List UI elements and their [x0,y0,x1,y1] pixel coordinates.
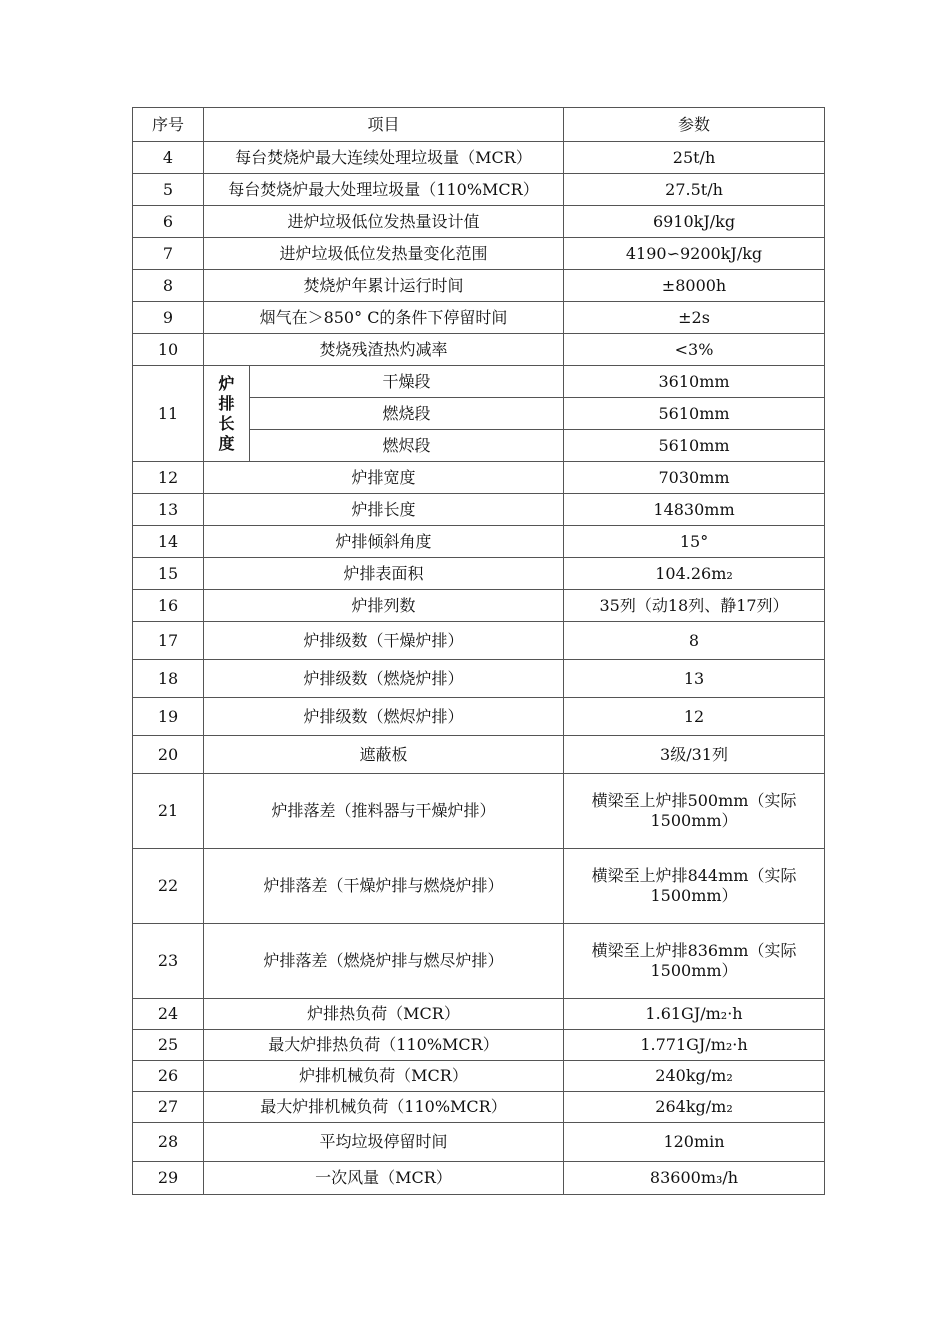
row-item: 每台焚烧炉最大处理垃圾量（110%MCR） [204,174,564,206]
row-param: ±2s [564,302,825,334]
table-row [133,142,825,174]
header-item: 项目 [204,108,564,142]
row-item: 焚烧炉年累计运行时间 [204,270,564,302]
table-row [133,849,825,924]
row-param: 横梁至上炉排836mm（实际1500mm） [564,924,825,999]
row-param: 12 [564,698,825,736]
table-row [133,494,825,526]
table-row [133,999,825,1030]
row-param: 13 [564,660,825,698]
row-item: 炉排落差（燃烧炉排与燃尽炉排） [204,924,564,999]
row-no: 15 [133,558,204,590]
row-item: 最大炉排机械负荷（110%MCR） [204,1092,564,1123]
table-row [133,1162,825,1195]
row-param: 6910kJ/kg [564,206,825,238]
row-item: 炉排级数（干燥炉排） [204,622,564,660]
row-no: 20 [133,736,204,774]
row-param: 35列（动18列、静17列） [564,590,825,622]
row-item: 炉排倾斜角度 [204,526,564,558]
row-item: 炉排长度 [204,494,564,526]
row-no: 9 [133,302,204,334]
row-param: 14830mm [564,494,825,526]
table-row [133,1092,825,1123]
group-row [133,366,825,398]
row-no: 27 [133,1092,204,1123]
table-row [133,1061,825,1092]
row-no: 29 [133,1162,204,1195]
row-no: 10 [133,334,204,366]
row-item: 炉排落差（干燥炉排与燃烧炉排） [204,849,564,924]
row-item: 平均垃圾停留时间 [204,1123,564,1162]
row-no: 19 [133,698,204,736]
table-row [133,698,825,736]
row-item: 炉排表面积 [204,558,564,590]
table-row [133,660,825,698]
group-label-char: 度 [218,433,235,453]
row-item: 一次风量（MCR） [204,1162,564,1195]
row-no: 13 [133,494,204,526]
table-row [133,622,825,660]
row-no: 7 [133,238,204,270]
table-row [133,174,825,206]
table-row [133,774,825,849]
row-no: 25 [133,1030,204,1061]
row-param: 104.26m₂ [564,558,825,590]
row-item: 炉排机械负荷（MCR） [204,1061,564,1092]
row-item: 每台焚烧炉最大连续处理垃圾量（MCR） [204,142,564,174]
row-param: 3级/31列 [564,736,825,774]
table-row [133,334,825,366]
row-no: 6 [133,206,204,238]
table-row [133,526,825,558]
row-no: 26 [133,1061,204,1092]
group-no: 11 [133,366,204,462]
table-row [133,924,825,999]
row-param: 横梁至上炉排500mm（实际1500mm） [564,774,825,849]
row-no: 24 [133,999,204,1030]
sub-param: 3610mm [564,366,825,398]
parameter-table [132,107,825,1195]
table-row [133,462,825,494]
table-row [133,238,825,270]
row-item: 进炉垃圾低位发热量变化范围 [204,238,564,270]
row-item: 炉排级数（燃烧炉排） [204,660,564,698]
sub-param: 5610mm [564,398,825,430]
row-item: 焚烧残渣热灼减率 [204,334,564,366]
group-label-char: 排 [218,393,235,413]
row-item: 最大炉排热负荷（110%MCR） [204,1030,564,1061]
table-row [133,302,825,334]
row-no: 8 [133,270,204,302]
row-no: 12 [133,462,204,494]
row-no: 23 [133,924,204,999]
row-param: 264kg/m₂ [564,1092,825,1123]
row-param: 1.771GJ/m₂·h [564,1030,825,1061]
row-param: 27.5t/h [564,174,825,206]
row-item: 进炉垃圾低位发热量设计值 [204,206,564,238]
row-param: ±8000h [564,270,825,302]
row-param: <3% [564,334,825,366]
table-row [133,736,825,774]
row-param: 横梁至上炉排844mm（实际1500mm） [564,849,825,924]
row-param: 240kg/m₂ [564,1061,825,1092]
row-item: 炉排落差（推料器与干燥炉排） [204,774,564,849]
table-row [133,558,825,590]
row-no: 5 [133,174,204,206]
row-item: 烟气在＞850° C的条件下停留时间 [204,302,564,334]
row-param: 120min [564,1123,825,1162]
row-item: 炉排热负荷（MCR） [204,999,564,1030]
sub-item: 干燥段 [250,366,564,398]
sub-param: 5610mm [564,430,825,462]
row-param: 15° [564,526,825,558]
header-param: 参数 [564,108,825,142]
row-param: 83600m₃/h [564,1162,825,1195]
row-param: 4190∽9200kJ/kg [564,238,825,270]
row-no: 21 [133,774,204,849]
table-row [133,1030,825,1061]
group-label-char: 长 [218,413,235,433]
row-no: 22 [133,849,204,924]
row-item: 炉排列数 [204,590,564,622]
row-no: 18 [133,660,204,698]
sub-item: 燃烬段 [250,430,564,462]
group-label-char: 炉 [218,373,235,393]
row-no: 4 [133,142,204,174]
row-item: 炉排级数（燃烬炉排） [204,698,564,736]
header-no: 序号 [133,108,204,142]
table-row [133,270,825,302]
row-param: 7030mm [564,462,825,494]
row-item: 遮蔽板 [204,736,564,774]
table-row [133,1123,825,1162]
row-param: 25t/h [564,142,825,174]
row-no: 17 [133,622,204,660]
table-row [133,590,825,622]
row-no: 14 [133,526,204,558]
row-param: 1.61GJ/m₂·h [564,999,825,1030]
row-item: 炉排宽度 [204,462,564,494]
sub-item: 燃烧段 [250,398,564,430]
row-no: 16 [133,590,204,622]
row-no: 28 [133,1123,204,1162]
row-param: 8 [564,622,825,660]
header-row [133,108,825,142]
group-label [204,366,250,462]
table-row [133,206,825,238]
